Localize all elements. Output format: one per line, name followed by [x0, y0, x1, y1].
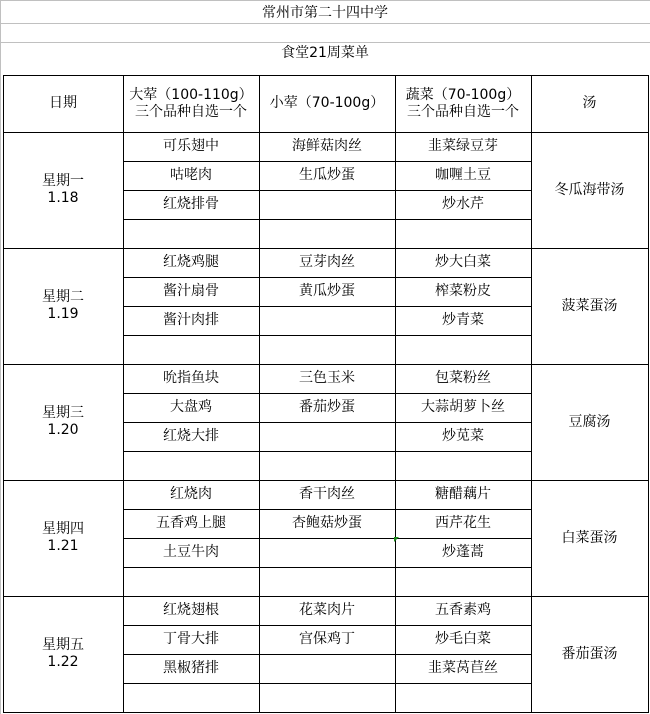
- header-big-meat: [123, 75, 259, 132]
- row-divider: [123, 683, 531, 684]
- veg-dish-item: 糖醋藕片: [435, 486, 491, 502]
- small-dish-item: 番茄炒蛋: [299, 399, 355, 415]
- small-dish-item: 香干肉丝: [299, 486, 355, 502]
- day-name: 星期四: [42, 521, 84, 537]
- big-dish-item: 酱汁肉排: [163, 312, 219, 328]
- table-hline: [3, 248, 649, 249]
- veg-dish-item: 炒大白菜: [435, 254, 491, 270]
- row-divider: [123, 654, 531, 655]
- day-cell: [3, 364, 123, 480]
- table-hline: [3, 596, 649, 597]
- small-dish-item: 三色玉米: [299, 370, 355, 386]
- big-dish-item: 可乐翅中: [163, 138, 219, 154]
- soup-item: 豆腐汤: [568, 413, 611, 430]
- header-veg: [395, 75, 531, 132]
- table-hline: [3, 712, 649, 713]
- table-hline: [3, 132, 649, 133]
- day-date: 1.22: [47, 654, 79, 670]
- soup-item: 白菜蛋汤: [561, 529, 618, 546]
- table-vline: [3, 75, 4, 713]
- header-veg-line2: 三个品种自选一个: [407, 103, 519, 120]
- row-divider: [123, 625, 531, 626]
- table-vline: [259, 75, 260, 713]
- soup-item: 菠菜蛋汤: [561, 297, 618, 314]
- table-vline: [531, 75, 532, 713]
- small-dish-item: [259, 306, 395, 335]
- veg-dish-item: 韭菜绿豆芽: [428, 138, 498, 154]
- table-hline: [3, 364, 649, 365]
- veg-dish-item: 炒青菜: [442, 312, 484, 328]
- header-big-meat-line2: 三个品种自选一个: [135, 103, 247, 120]
- day-name: 星期三: [42, 405, 84, 421]
- day-cell: [3, 132, 123, 248]
- small-dish-item: 海鲜菇肉丝: [292, 138, 362, 154]
- small-dish-item: 豆芽肉丝: [299, 254, 355, 270]
- row-divider: [123, 277, 531, 278]
- veg-dish-item: 包菜粉丝: [435, 370, 491, 386]
- day-date: 1.18: [47, 190, 79, 206]
- small-dish-item: 生瓜炒蛋: [299, 167, 355, 183]
- table-vline: [123, 75, 124, 713]
- big-dish-item: 五香鸡上腿: [156, 515, 226, 531]
- big-dish-item: 红烧肉: [170, 486, 212, 502]
- row-divider: [123, 422, 531, 423]
- header-date: 日期: [49, 95, 77, 111]
- big-dish-item: 酱汁扇骨: [163, 283, 219, 299]
- day-cell: [3, 248, 123, 364]
- header-soup: 汤: [582, 95, 597, 111]
- row-divider: [123, 509, 531, 510]
- big-dish-item: 土豆牛肉: [163, 544, 219, 560]
- row-divider: [123, 190, 531, 191]
- veg-dish-item: 咖喱土豆: [435, 167, 491, 183]
- veg-dish-item: 五香素鸡: [435, 602, 491, 618]
- big-dish-item: 咕咾肉: [170, 167, 212, 183]
- veg-dish-item: 炒毛白菜: [435, 631, 491, 647]
- big-dish-item: 红烧翅根: [163, 602, 219, 618]
- row-divider: [123, 538, 531, 539]
- header-veg-line1: 蔬菜（70-100g）: [405, 86, 521, 103]
- veg-dish-item: 炒蓬蒿: [442, 544, 484, 560]
- row-divider: [123, 161, 531, 162]
- day-date: 1.20: [47, 422, 79, 438]
- day-cell: [3, 596, 123, 712]
- sheet-gridline: [0, 0, 1, 714]
- small-dish-item: [259, 538, 395, 567]
- big-dish-item: 丁骨大排: [163, 631, 219, 647]
- big-dish-item: 吮指鱼块: [163, 370, 219, 386]
- row-divider: [123, 451, 531, 452]
- row-divider: [123, 306, 531, 307]
- school-title: 常州市第二十四中学: [262, 4, 388, 21]
- sheet-gridline: [0, 23, 650, 24]
- header-small-meat: 小荤（70-100g）: [269, 95, 385, 111]
- small-dish-item: [259, 654, 395, 683]
- soup-item: 冬瓜海带汤: [554, 181, 625, 198]
- veg-dish-item: 韭菜莴苣丝: [428, 660, 498, 676]
- small-dish-item: [259, 422, 395, 451]
- small-dish-item: 宫保鸡丁: [299, 631, 355, 647]
- veg-dish-item: 炒水芹: [442, 196, 484, 212]
- sheet-gridline: [0, 42, 650, 43]
- small-dish-item: 花菜肉片: [299, 602, 355, 618]
- day-date: 1.19: [47, 306, 79, 322]
- day-date: 1.21: [47, 538, 79, 554]
- menu-subtitle: 食堂21周菜单: [281, 44, 369, 61]
- big-dish-item: 黑椒猪排: [163, 660, 219, 676]
- small-dish-item: [259, 190, 395, 219]
- day-name: 星期二: [42, 289, 84, 305]
- table-hline: [3, 480, 649, 481]
- big-dish-item: 红烧鸡腿: [163, 254, 219, 270]
- cell-note-marker: [394, 537, 399, 542]
- small-dish-item: 黄瓜炒蛋: [299, 283, 355, 299]
- day-name: 星期一: [42, 173, 84, 189]
- row-divider: [123, 335, 531, 336]
- soup-item: 番茄蛋汤: [561, 645, 618, 662]
- header-big-meat-line1: 大荤（100-110g）: [129, 86, 253, 103]
- veg-dish-item: 大蒜胡萝卜丝: [421, 399, 505, 415]
- day-cell: [3, 480, 123, 596]
- row-divider: [123, 219, 531, 220]
- table-hline: [3, 75, 649, 76]
- big-dish-item: 红烧大排: [163, 428, 219, 444]
- day-name: 星期五: [42, 637, 84, 653]
- veg-dish-item: 西芹花生: [435, 515, 491, 531]
- veg-dish-item: 榨菜粉皮: [435, 283, 491, 299]
- big-dish-item: 大盘鸡: [170, 399, 212, 415]
- big-dish-item: 红烧排骨: [163, 196, 219, 212]
- small-dish-item: 杏鲍菇炒蛋: [292, 515, 362, 531]
- table-vline: [648, 75, 649, 713]
- table-vline: [395, 75, 396, 713]
- row-divider: [123, 567, 531, 568]
- veg-dish-item: 炒苋菜: [442, 428, 484, 444]
- row-divider: [123, 393, 531, 394]
- sheet-gridline: [0, 0, 650, 1]
